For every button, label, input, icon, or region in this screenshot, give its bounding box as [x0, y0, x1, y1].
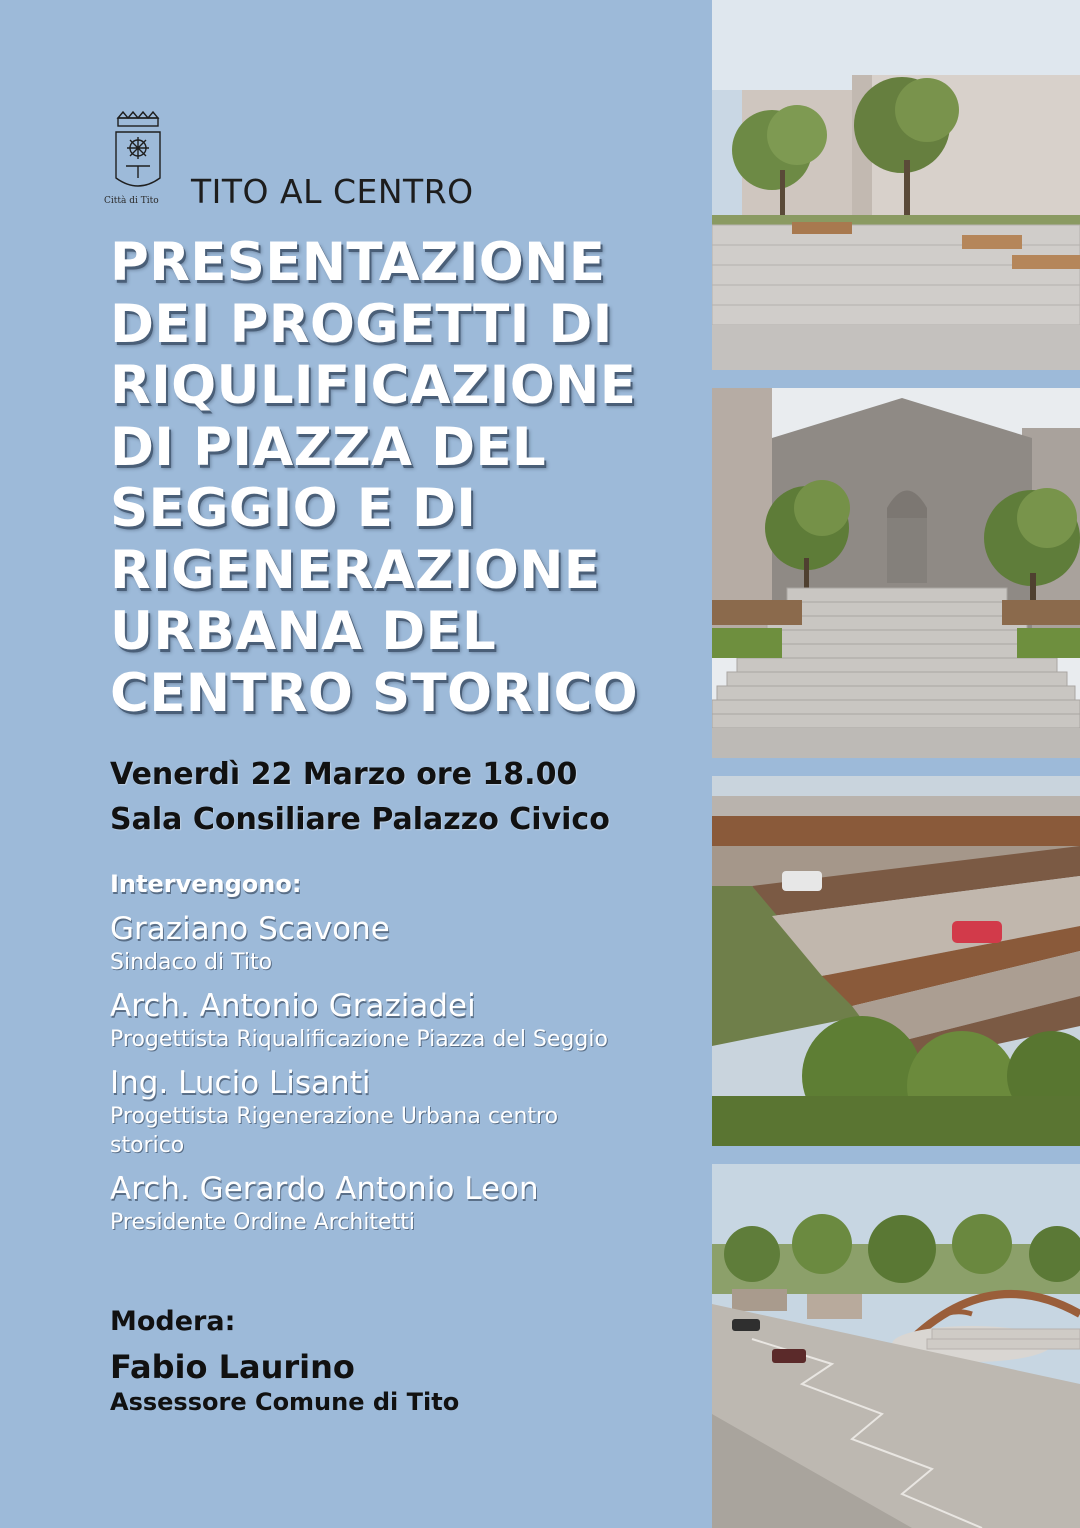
speaker-name: Ing. Lucio Lisanti	[110, 1065, 371, 1101]
rendering-church-stairs	[712, 388, 1080, 758]
event-title	[110, 232, 700, 724]
speaker-item	[110, 987, 630, 1054]
speaker-role: Presidente Ordine Architetti	[110, 1210, 415, 1235]
speaker-item	[110, 910, 630, 977]
speaker-item	[110, 1170, 630, 1237]
rendering-piazza-steps	[712, 0, 1080, 370]
event-date: Venerdì 22 Marzo ore 18.00	[110, 757, 578, 792]
speaker-item	[110, 1064, 630, 1160]
moderator-name: Fabio Laurino	[110, 1348, 355, 1386]
rendering-parking-terraces	[712, 776, 1080, 1146]
speaker-name: Arch. Antonio Graziadei	[110, 988, 476, 1024]
title-line: CENTRO STORICO	[110, 662, 638, 724]
brand-title: TITO AL CENTRO	[191, 172, 474, 211]
speakers-label: Intervengono:	[110, 870, 302, 898]
title-line: SEGGIO E DI	[110, 478, 477, 539]
title-line: DI PIAZZA DEL	[110, 416, 546, 478]
moderator-label: Modera:	[110, 1306, 236, 1337]
title-line: RIQULIFICAZIONE	[110, 355, 637, 416]
title-line: DEI PROGETTI DI	[110, 293, 613, 355]
logo-caption: Città di Tito	[104, 196, 159, 206]
event-place: Sala Consiliare Palazzo Civico	[110, 802, 610, 837]
speaker-name: Graziano Scavone	[110, 911, 390, 947]
speakers-list	[110, 910, 630, 1247]
title-line: RIGENERAZIONE	[110, 539, 601, 601]
speaker-role: Sindaco di Tito	[110, 950, 273, 975]
speaker-role: Progettista Riqualificazione Piazza del Seggio	[110, 1027, 608, 1052]
rendering-amphitheater-park	[712, 1164, 1080, 1528]
moderator-role: Assessore Comune di Tito	[110, 1388, 460, 1416]
event-details	[110, 752, 610, 842]
title-line: URBANA DEL	[110, 601, 497, 662]
speaker-name: Arch. Gerardo Antonio Leon	[110, 1171, 539, 1207]
title-line: PRESENTAZIONE	[110, 232, 606, 293]
speaker-role: Progettista Rigenerazione Urbana centro storico	[110, 1104, 559, 1158]
city-crest-icon	[108, 110, 168, 210]
